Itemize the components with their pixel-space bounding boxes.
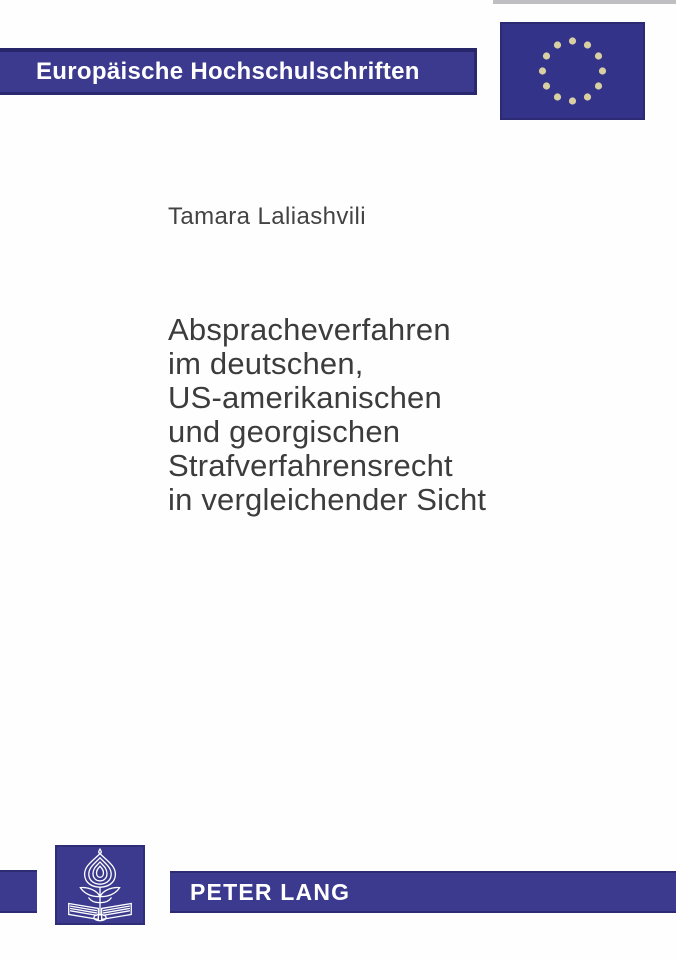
title-line: Strafverfahrensrecht: [168, 448, 453, 483]
title-line: US-amerikanischen: [168, 380, 442, 415]
title-line: in vergleichender Sicht: [168, 482, 487, 517]
peter-lang-logo: [55, 845, 145, 925]
scan-artifact-strip: [493, 0, 676, 4]
author-name: Tamara Laliashvili: [168, 203, 366, 230]
eu-stars-icon: [500, 22, 645, 120]
title-line: und georgischen: [168, 414, 401, 449]
publisher-banner-label: PETER LANG: [190, 878, 351, 905]
title-line: Abspracheverfahren: [168, 312, 451, 347]
series-banner-label: Europäische Hochschulschriften: [36, 58, 420, 85]
eu-flag-logo: [500, 22, 645, 120]
bottom-left-stub: [0, 870, 37, 913]
peter-lang-emblem-icon: [58, 848, 142, 923]
eu-stars: [539, 37, 606, 104]
title-line: im deutschen,: [168, 346, 364, 381]
series-banner: [0, 48, 477, 95]
publisher-banner: [170, 871, 676, 913]
book-title: [168, 313, 486, 517]
